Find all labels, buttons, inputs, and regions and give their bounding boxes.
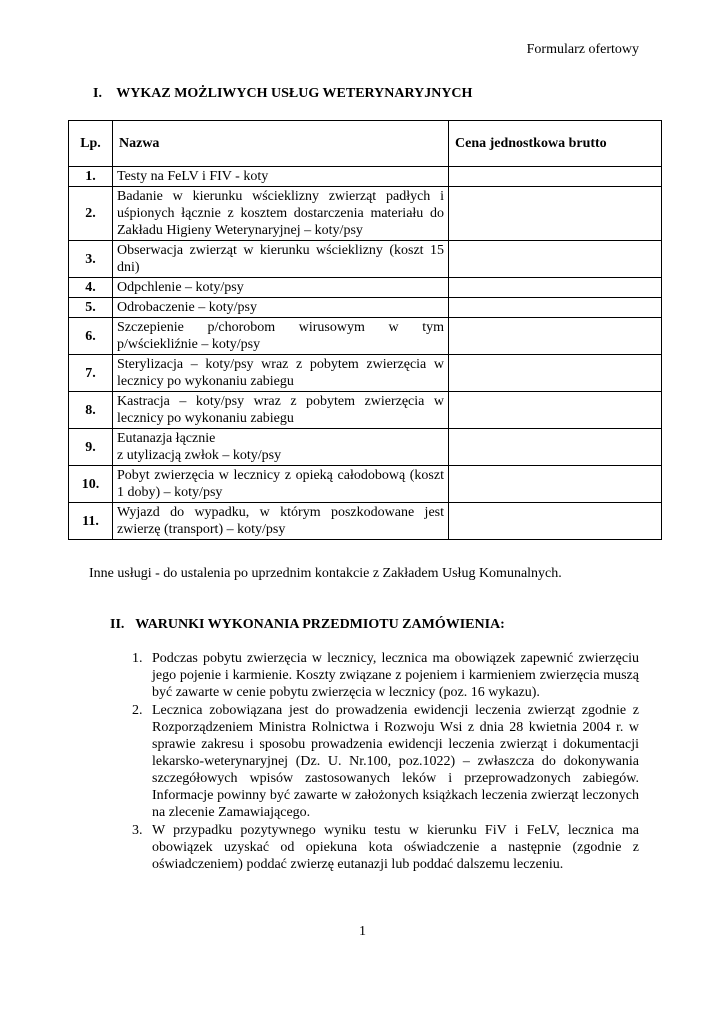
list-item (126, 822, 639, 873)
services-table (68, 120, 662, 540)
unit-price-cell[interactable] (449, 187, 662, 241)
service-name: Odpchlenie – koty/psy (113, 278, 449, 298)
unit-price-cell[interactable] (449, 355, 662, 392)
service-name: Obserwacja zwierząt w kierunku wścieklizny (koszt 15 dni) (113, 241, 449, 278)
section2-number: II. (110, 617, 125, 632)
conditions-list (126, 650, 639, 874)
unit-price-cell[interactable] (449, 241, 662, 278)
list-item (126, 650, 639, 701)
unit-price-cell[interactable] (449, 392, 662, 429)
section1-number: I. (93, 86, 102, 101)
row-number: 4. (69, 278, 113, 298)
table-row (69, 355, 662, 392)
table-header-row (69, 121, 662, 167)
row-number: 10. (69, 466, 113, 503)
table-row (69, 187, 662, 241)
row-number: 1. (69, 167, 113, 187)
list-item (126, 702, 639, 821)
section2-title: WARUNKI WYKONANIA PRZEDMIOTU ZAMÓWIENIA: (135, 617, 505, 632)
service-name: Testy na FeLV i FIV - koty (113, 167, 449, 187)
table-row (69, 241, 662, 278)
list-item-text: W przypadku pozytywnego wyniku testu w kierunku FiV i FeLV, lecznica ma obowiązek uzyskać od opiekuna kota oświadczenie a następnie (zgodnie z oświadczeniem) poddać zwierzę eutanazji lub poddać dalszemu leczeniu. (152, 823, 639, 872)
list-item-number: 2. (132, 703, 143, 718)
table-row (69, 466, 662, 503)
section2-heading (110, 617, 505, 633)
list-item-text: Lecznica zobowiązana jest do prowadzenia ewidencji leczenia zwierząt zgodnie z Rozporządzeniem Ministra Rolnictwa i Rozwoju Wsi z dnia 28 kwietnia 2004 r. w sprawie zakresu i sposobu prowadzenia ewidencji leczenia zwierząt i dokumentacji lekarsko-weterynaryjnej (Dz. U. Nr.100, poz.1022) – zwłaszcza do dokonywania szczegółowych wpisów zastosowanych leków i przeprowadzonych zabiegów. Informacje powinny być zawarte w założonych książkach leczenia zwierząt leczonych na zlecenie Zamawiającego. (152, 703, 639, 820)
table-row (69, 503, 662, 540)
column-header-lp: Lp. (69, 121, 113, 167)
row-number: 2. (69, 187, 113, 241)
table-row (69, 429, 662, 466)
service-name: Szczepienie p/chorobom wirusowym w tym p/wściekliźnie – koty/psy (113, 318, 449, 355)
table-row (69, 318, 662, 355)
service-name: Odrobaczenie – koty/psy (113, 298, 449, 318)
page-number: 1 (359, 924, 366, 939)
unit-price-cell[interactable] (449, 167, 662, 187)
unit-price-cell[interactable] (449, 278, 662, 298)
row-number: 8. (69, 392, 113, 429)
list-item-number: 3. (132, 823, 143, 838)
form-header-label: Formularz ofertowy (526, 42, 639, 57)
row-number: 3. (69, 241, 113, 278)
unit-price-cell[interactable] (449, 429, 662, 466)
service-name: Eutanazja łącznie z utylizacją zwłok – koty/psy (113, 429, 449, 466)
column-header-name: Nazwa (113, 121, 449, 167)
table-row (69, 278, 662, 298)
row-number: 7. (69, 355, 113, 392)
service-name: Pobyt zwierzęcia w lecznicy z opieką całodobową (koszt 1 doby) – koty/psy (113, 466, 449, 503)
row-number: 11. (69, 503, 113, 540)
row-number: 5. (69, 298, 113, 318)
service-name: Sterylizacja – koty/psy wraz z pobytem zwierzęcia w lecznicy po wykonaniu zabiegu (113, 355, 449, 392)
unit-price-cell[interactable] (449, 466, 662, 503)
unit-price-cell[interactable] (449, 298, 662, 318)
unit-price-cell[interactable] (449, 318, 662, 355)
column-header-price: Cena jednostkowa brutto (449, 121, 662, 167)
table-row (69, 167, 662, 187)
service-name: Wyjazd do wypadku, w którym poszkodowane jest zwierzę (transport) – koty/psy (113, 503, 449, 540)
service-name: Kastracja – koty/psy wraz z pobytem zwierzęcia w lecznicy po wykonaniu zabiegu (113, 392, 449, 429)
unit-price-cell[interactable] (449, 503, 662, 540)
other-services-note: Inne usługi - do ustalenia po uprzednim kontakcie z Zakładem Usług Komunalnych. (89, 566, 562, 581)
service-name: Badanie w kierunku wścieklizny zwierząt padłych i uśpionych łącznie z kosztem dostarczenia materiału do Zakładu Higieny Weterynaryjnej – koty/psy (113, 187, 449, 241)
table-row (69, 298, 662, 318)
section1-title: WYKAZ MOŻLIWYCH USŁUG WETERYNARYJNYCH (116, 86, 473, 101)
row-number: 6. (69, 318, 113, 355)
list-item-number: 1. (132, 651, 143, 666)
row-number: 9. (69, 429, 113, 466)
table-row (69, 392, 662, 429)
list-item-text: Podczas pobytu zwierzęcia w lecznicy, lecznica ma obowiązek zapewnić zwierzęciu jego pojenie i karmienie. Koszty związane z pojeniem i karmieniem zwierzęcia muszą być zawarte w cenie pobytu zwierzęcia w lecznicy (poz. 16 wykazu). (152, 651, 639, 700)
section1-heading (93, 86, 472, 102)
